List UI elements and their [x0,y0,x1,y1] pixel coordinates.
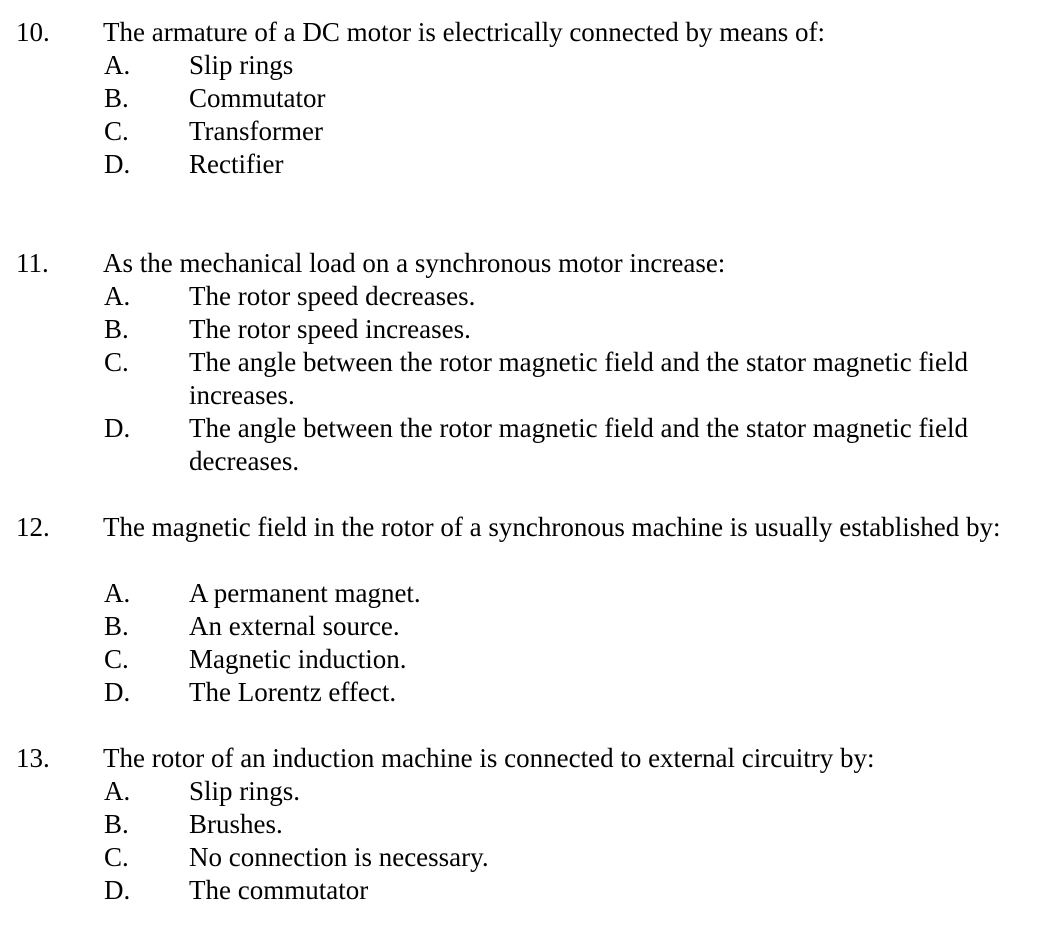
option-letter: C. [104,116,129,146]
option-letter: D. [104,413,131,443]
option-c [0,643,1054,676]
option-list [0,577,1054,709]
option-text: Slip rings. [189,776,301,806]
question-number: 10. [16,17,50,47]
option-letter: D. [104,875,131,905]
option-c [0,841,1054,874]
option-letter: B. [104,611,129,641]
question-text: The rotor of an induction machine is connected to external circuitry by: [103,743,875,773]
question-text: As the mechanical load on a synchronous motor increase: [103,248,726,278]
option-b [0,610,1054,643]
option-a [0,577,1054,610]
question-number: 11. [16,248,49,278]
option-text: The rotor speed increases. [189,314,471,344]
option-text: The angle between the rotor magnetic field and the stator magnetic field increases. [189,347,968,410]
option-letter: B. [104,314,129,344]
question-number: 12. [16,512,50,542]
option-text: The angle between the rotor magnetic field and the stator magnetic field decreases. [189,413,968,476]
option-text: Transformer [189,116,323,146]
option-text: The rotor speed decreases. [189,281,476,311]
option-text: Magnetic induction. [189,644,407,674]
option-d [0,676,1054,709]
option-text: Commutator [189,83,326,113]
option-text: No connection is necessary. [189,842,489,872]
option-letter: A. [104,578,131,608]
option-d [0,874,1054,907]
option-list [0,775,1054,907]
option-d [0,412,1054,478]
option-text: Slip rings [189,50,294,80]
question-text: The armature of a DC motor is electrically connected by means of: [103,17,825,47]
option-b [0,313,1054,346]
option-letter: C. [104,644,129,674]
option-text: The commutator [189,875,369,905]
question-number: 13. [16,743,50,773]
option-b [0,808,1054,841]
option-list [0,280,1054,478]
option-letter: B. [104,809,129,839]
option-letter: D. [104,677,131,707]
option-a [0,280,1054,313]
option-letter: A. [104,776,131,806]
option-letter: C. [104,347,129,377]
option-letter: C. [104,842,129,872]
option-text: Rectifier [189,149,284,179]
option-c [0,346,1054,412]
option-letter: A. [104,281,131,311]
option-text: An external source. [189,611,400,641]
option-letter: A. [104,50,131,80]
option-d [0,148,1054,181]
option-text: The Lorentz effect. [189,677,397,707]
option-a [0,775,1054,808]
option-b [0,82,1054,115]
option-letter: D. [104,149,131,179]
option-letter: B. [104,83,129,113]
option-c [0,115,1054,148]
option-list [0,49,1054,181]
question-text: The magnetic field in the rotor of a synchronous machine is usually established by: [103,512,1001,542]
option-a [0,49,1054,82]
option-text: A permanent magnet. [189,578,421,608]
option-text: Brushes. [189,809,283,839]
